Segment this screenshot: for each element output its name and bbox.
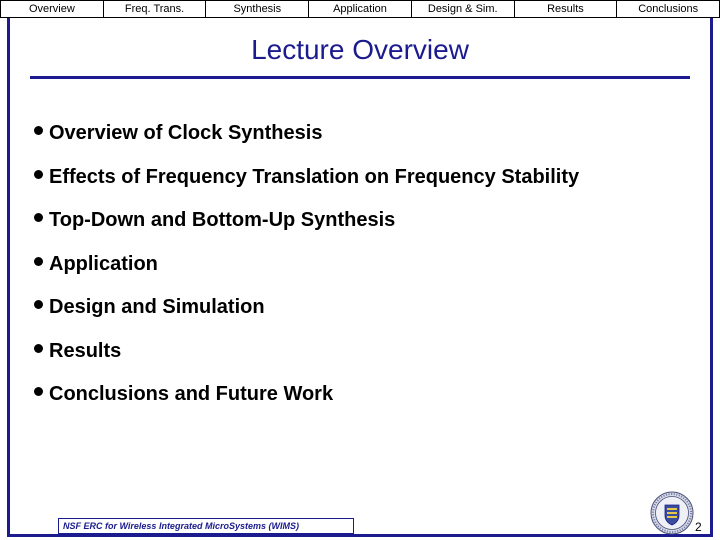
tab-conclusions[interactable]: Conclusions bbox=[617, 0, 720, 18]
bullet-icon bbox=[34, 344, 43, 353]
title-divider bbox=[30, 76, 690, 79]
bullet-list bbox=[34, 112, 579, 417]
tab-synthesis[interactable]: Synthesis bbox=[206, 0, 309, 18]
tab-application[interactable]: Application bbox=[309, 0, 412, 18]
bullet-icon bbox=[34, 300, 43, 309]
bullet-text: Application bbox=[49, 252, 158, 275]
page-number: 2 bbox=[695, 520, 702, 534]
bullet-icon bbox=[34, 213, 43, 222]
bullet-text: Top-Down and Bottom-Up Synthesis bbox=[49, 209, 396, 232]
bullet-text: Design and Simulation bbox=[49, 296, 265, 319]
bullet-text: Overview of Clock Synthesis bbox=[49, 122, 323, 145]
bullet-icon bbox=[34, 126, 43, 135]
tab-results[interactable]: Results bbox=[515, 0, 618, 18]
bullet-item bbox=[34, 330, 579, 374]
bullet-item bbox=[34, 286, 579, 330]
section-nav bbox=[0, 0, 720, 18]
bullet-item bbox=[34, 373, 579, 417]
bullet-item bbox=[34, 112, 579, 156]
footer-caption: NSF ERC for Wireless Integrated MicroSystems (WIMS) bbox=[58, 518, 354, 534]
bullet-item bbox=[34, 156, 579, 200]
bullet-icon bbox=[34, 170, 43, 179]
bullet-item bbox=[34, 199, 579, 243]
slide-title: Lecture Overview bbox=[251, 34, 469, 65]
tab-design-sim[interactable]: Design & Sim. bbox=[412, 0, 515, 18]
tab-freq-trans[interactable]: Freq. Trans. bbox=[104, 0, 207, 18]
bullet-item bbox=[34, 243, 579, 287]
bullet-icon bbox=[34, 257, 43, 266]
bullet-icon bbox=[34, 387, 43, 396]
university-seal-icon bbox=[650, 491, 694, 535]
bullet-text: Effects of Frequency Translation on Frequency Stability bbox=[49, 165, 580, 188]
tab-overview[interactable]: Overview bbox=[0, 0, 104, 18]
bullet-text: Results bbox=[49, 339, 122, 362]
bullet-text: Conclusions and Future Work bbox=[49, 383, 334, 406]
